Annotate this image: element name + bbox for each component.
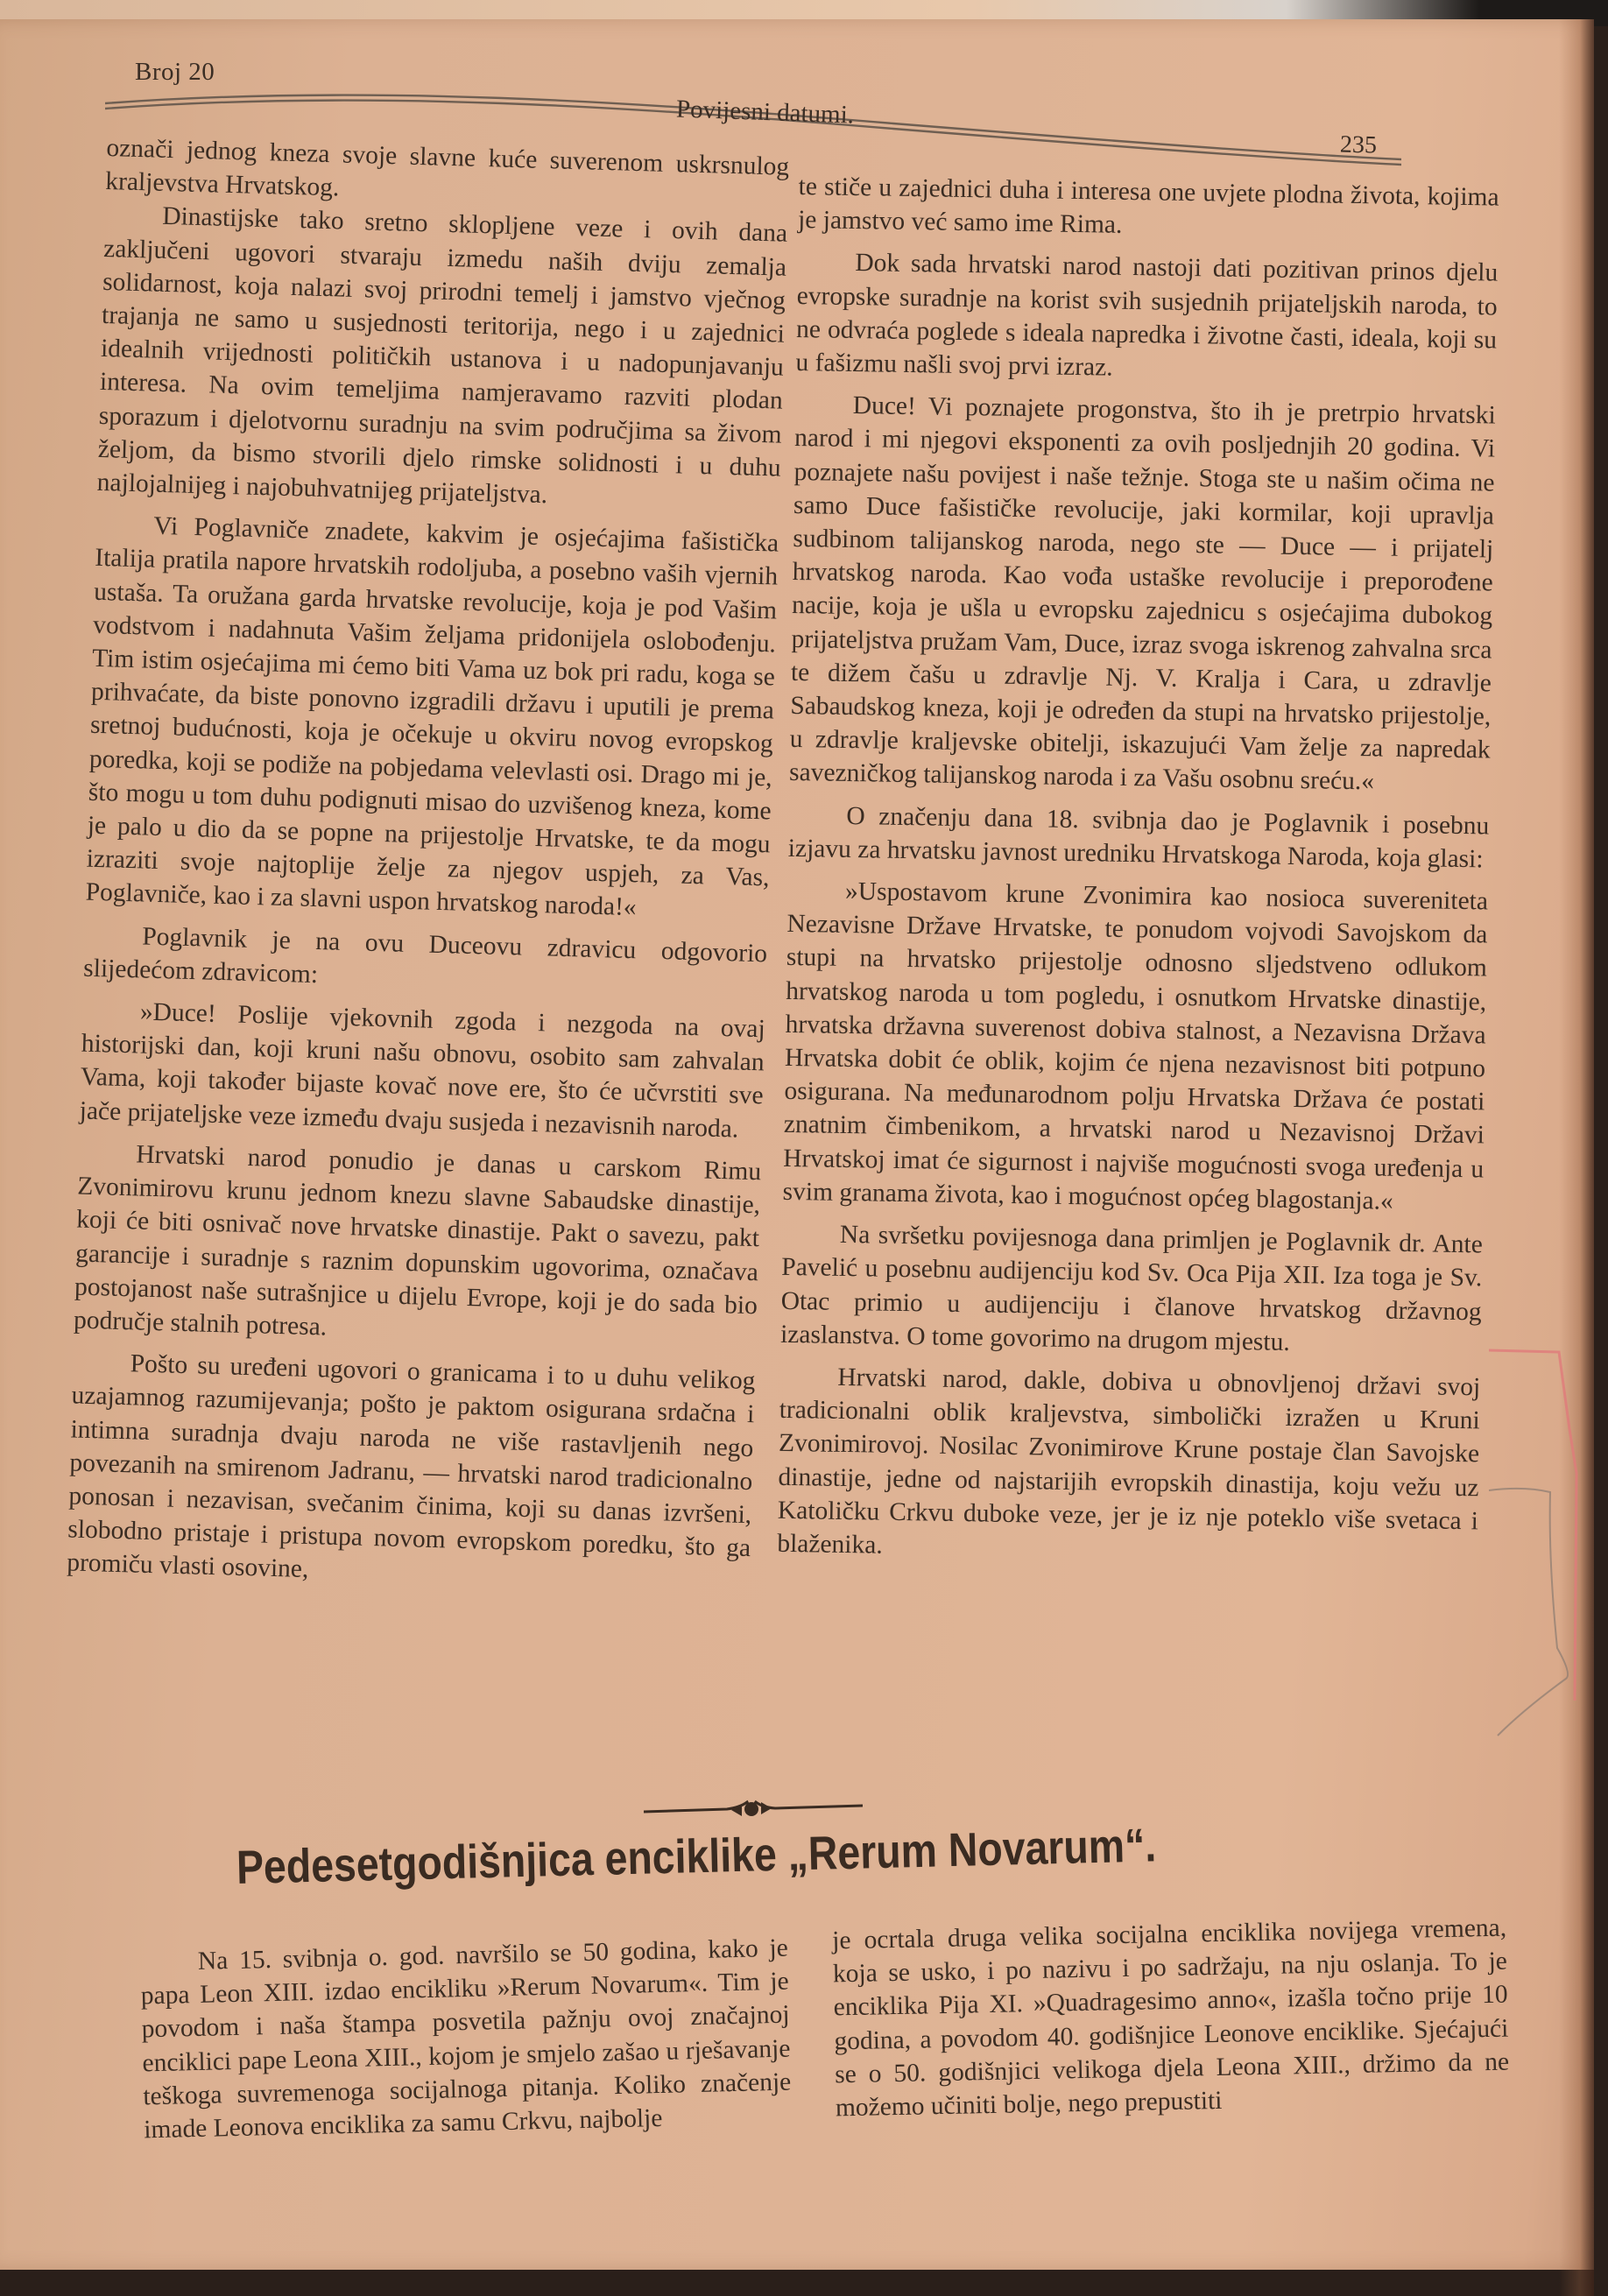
- issue-number: Broj 20: [135, 58, 215, 86]
- quote-paragraph: Pošto su uređeni ugovori o granicama i to u duhu velikog uzajamnog razumijevanja; pošto je paktom osigurana srdačna i intimna suradnja dvaju naroda ne više rastavljenih nego povezanih na smirenom Jadranu, — hrvatski narod tradicionalno ponosan i nezavisan, svečanim činima, koji su danas izvršeni, slobodno pristaje i pristupa novom evropskom poredku, što ga promiču vlasti osovine,: [66, 1349, 756, 1584]
- article-title: Pedesetgodišnjica enciklike „Rerum Novarum“.: [236, 1819, 1157, 1894]
- magazine-page: [0, 19, 1594, 2270]
- paragraph: Na svršetku povijesnoga dana primljen je Poglavnik dr. Ante Pavelić u posebnu audijenciju kod Sv. Oca Pija XII. Iza toga je Sv. Otac primio u audijenciju i članove hrvatskog državnog izaslanstva. O tome govorimo na drugom mjestu.: [779, 1220, 1484, 1356]
- paragraph: Vi Poglavniče znadete, kakvim je osjećajima fašistička Italija pratila napore hrvatskih rodoljuba, a posebno vaših vjernih ustaša. Ta oružana garda hrvatske revolucije, koja je pod Vašim vodstvom i nadahnuta Vašim željama pridonijela oslobođenju. Tim istim osjećajima mi ćemo biti Vama uz bok pri radu, koga se prihvaćate, da biste ponovno izgradili državu i uputili je prema sretnoj budućnosti, koja je očekuje u okviru novog evropskog poredka, koji se podiže na pobjedama velevlasti osi. Drago mi je, što mogu u tom duhu podignuti misao do uzvišenog kneza, kome je palo u dio da se popne na prijestolje Hrvatske, te da mogu izraziti svoje najtoplije želje za njegov uspjeh, za Vas, Poglavniče, kao i za slavni uspon hrvatskog naroda!«: [85, 511, 779, 922]
- paragraph: Hrvatski narod, dakle, dobiva u obnovljenoj državi svoj tradicionalni oblik kraljevstva, simbolički izražen u Kruni Zvonimirovoj. Nosilac Zvonimirove Krune postaje član Savojske dinastije, jedne od najstarijih evropskih dinastija, koju vežu uz Katoličku Crkvu duboke veze, jer je iz nje poteklo više svetaca i blaženika.: [777, 1363, 1481, 1560]
- paragraph: Poglavnik je na ovu Duceovu zdravicu odgovorio slijedećom zdravicom:: [82, 922, 768, 989]
- paragraph: te stiče u zajednici duha i interesa one uvjete plodna života, kojima je jamstvo već samo ime Rima.: [797, 172, 1499, 240]
- page-edge-shadow: [1559, 19, 1594, 2296]
- paragraph: Duce! Vi poznajete progonstva, što ih je pretrpio hrvatski narod i mi njegovi eksponenti za ovih posljednjih 20 godina. Vi poznajete našu povijest i naše težnje. Stoga ste u našim očima ne samo Duce fašističke revolucije, jaki kormilar, koji upravlja sudbinom talijanskog naroda, nego ste — Duce — i prijatelj hrvatskog naroda. Kao vođa ustaške revolucije i preporođene nacije, koja je ušla u evropsku zajednicu s osjećajima dubokog prijateljstva pružam Vam, Duce, izraz svoga iskrenog zahvalna srca te dižem čašu u zdravlje Nj. V. Kralja i Cara, u zdravlje Sabaudskog kneza, koji je određen da stupi na hrvatsko prijestolje, u zdravlje kraljevske obitelji, iskazujući Vam želje za napredak savezničkog talijanskog naroda i za Vašu osobnu sreću.«: [788, 391, 1496, 796]
- paragraph: O značenju dana 18. svibnja dao je Poglavnik i posebnu izjavu za hrvatsku javnost uredniku Hrvatskoga Naroda, koja glasi:: [787, 801, 1490, 874]
- section-title: Povijesni datumi.: [675, 95, 855, 130]
- paragraph: označi jednog kneza svoje slavne kuće suverenom uskrsnulog kraljevstva Hrvatskog.: [104, 133, 790, 202]
- paragraph: Dok sada hrvatski narod nastoji dati pozitivan prinos djelu evropske suradnje na korist svih susjednih prijateljskih naroda, to ne odvraća poglede s ideala napredka i životne časti, ideala, koji su u fašizmu našli svoj prvi izraz.: [795, 249, 1499, 382]
- quote-paragraph: Hrvatski narod ponudio je danas u carskom Rimu Zvonimirovu krunu jednom knezu slavne Sabaudske dinastije, koji će biti osnivač nove hrvatske dinastije. Pakt o savezu, pakt garancije i suradnje s raznim dopunskim ugovorima, označava postojanost naše sutrašnjice u dijelu Evrope, koji je do sada bio područje stalnih potresa.: [73, 1140, 762, 1342]
- paragraph: Dinastijske tako sretno sklopljene veze i ovih dana zaključeni ugovori stvaraju izmedu naših dviju zemalja solidarnost, koja nalazi svoj prirodni temelj i jamstvo vječnog trajanja ne samo u susjednosti teritorija, nego i u zajednici idealnih vrijednosti političkih ustanova i u nadopunjavanju interesa. Na ovim temeljima namjeravamo razviti plodan sporazum i djelotvornu suradnju na svim područjima sa živom željom, da bismo stvorili djelo rimske solidnosti i u duhu najlojalnijeg i najobuhvatnijeg prijateljstva.: [96, 202, 788, 510]
- quote-paragraph: »Uspostavom krune Zvonimira kao nosioca suvereniteta Nezavisne Države Hrvatske, te ponudom vojvodi Savojskom da stupi na hrvatsko prijestolje odnosno sljedstveno odlukom hrvatskog naroda u tom pogledu, i osnutkom Hrvatske dinastije, hrvatska državna suverenost dobiva stalnost, a Nezavisna Država Hrvatska dobit će oblik, kojim će njena nezavisnost biti potpuno osigurana. Na međunarodnom polju Hrvatska Država će postati znatnim čimbenikom, a hrvatski narod u Nezavisnoj Državi Hrvatskoj imat će sigurnost i najviše mogućnosti svoga uređenja u svim granama života, kao i mogućnost općeg blagostanja.«: [782, 877, 1489, 1215]
- right-column: [777, 170, 1499, 1571]
- gray-margin-bracket: [1489, 1489, 1568, 1736]
- fleuron-divider-icon: [644, 1797, 863, 1823]
- paragraph: je ocrtala druga velika socijalna enciklika novijega vremena, koja se usko, i po nazivu i po sadržaju, na nju oslanja. To je enciklika Pija XI. »Quadragesimo anno«, izašla točno prije 10 godina, a povodom 40. godišnjice Leonove enciklike. Sjećajući se o 50. godišnjici velikoga djela Leona XIII., držimo da ne možemo učiniti bolje, nego prepustiti: [831, 1913, 1510, 2123]
- article-right-column: [832, 1912, 1510, 2125]
- left-column: [67, 131, 790, 1599]
- page-number: 235: [1339, 130, 1378, 159]
- quote-paragraph: »Duce! Poslije vjekovnih zgoda i nezgoda na ovaj historijski dan, koji kruni našu obnovu, osobito sam zahvalan Vama, koji također bijaste kovač nove ere, što će učvrstiti sve jače prijateljske veze između dvaju susjeda i nezavisnih naroda.: [79, 997, 766, 1144]
- paragraph: Na 15. svibnja o. god. navršilo se 50 godina, kako je papa Leon XIII. izdao encikliku »Rerum Novarum«. Tim je povodom i naša štampa posvetila pažnju ovoj značajnoj enciklici pape Leona XIII., kojom je smjelo zašao u rješavanje teškoga suvremenoga socijalnoga pitanja. Koliko značenje imade Leonova enciklika za samu Crkvu, najbolje: [140, 1933, 792, 2145]
- article-left-column: [139, 1932, 792, 2147]
